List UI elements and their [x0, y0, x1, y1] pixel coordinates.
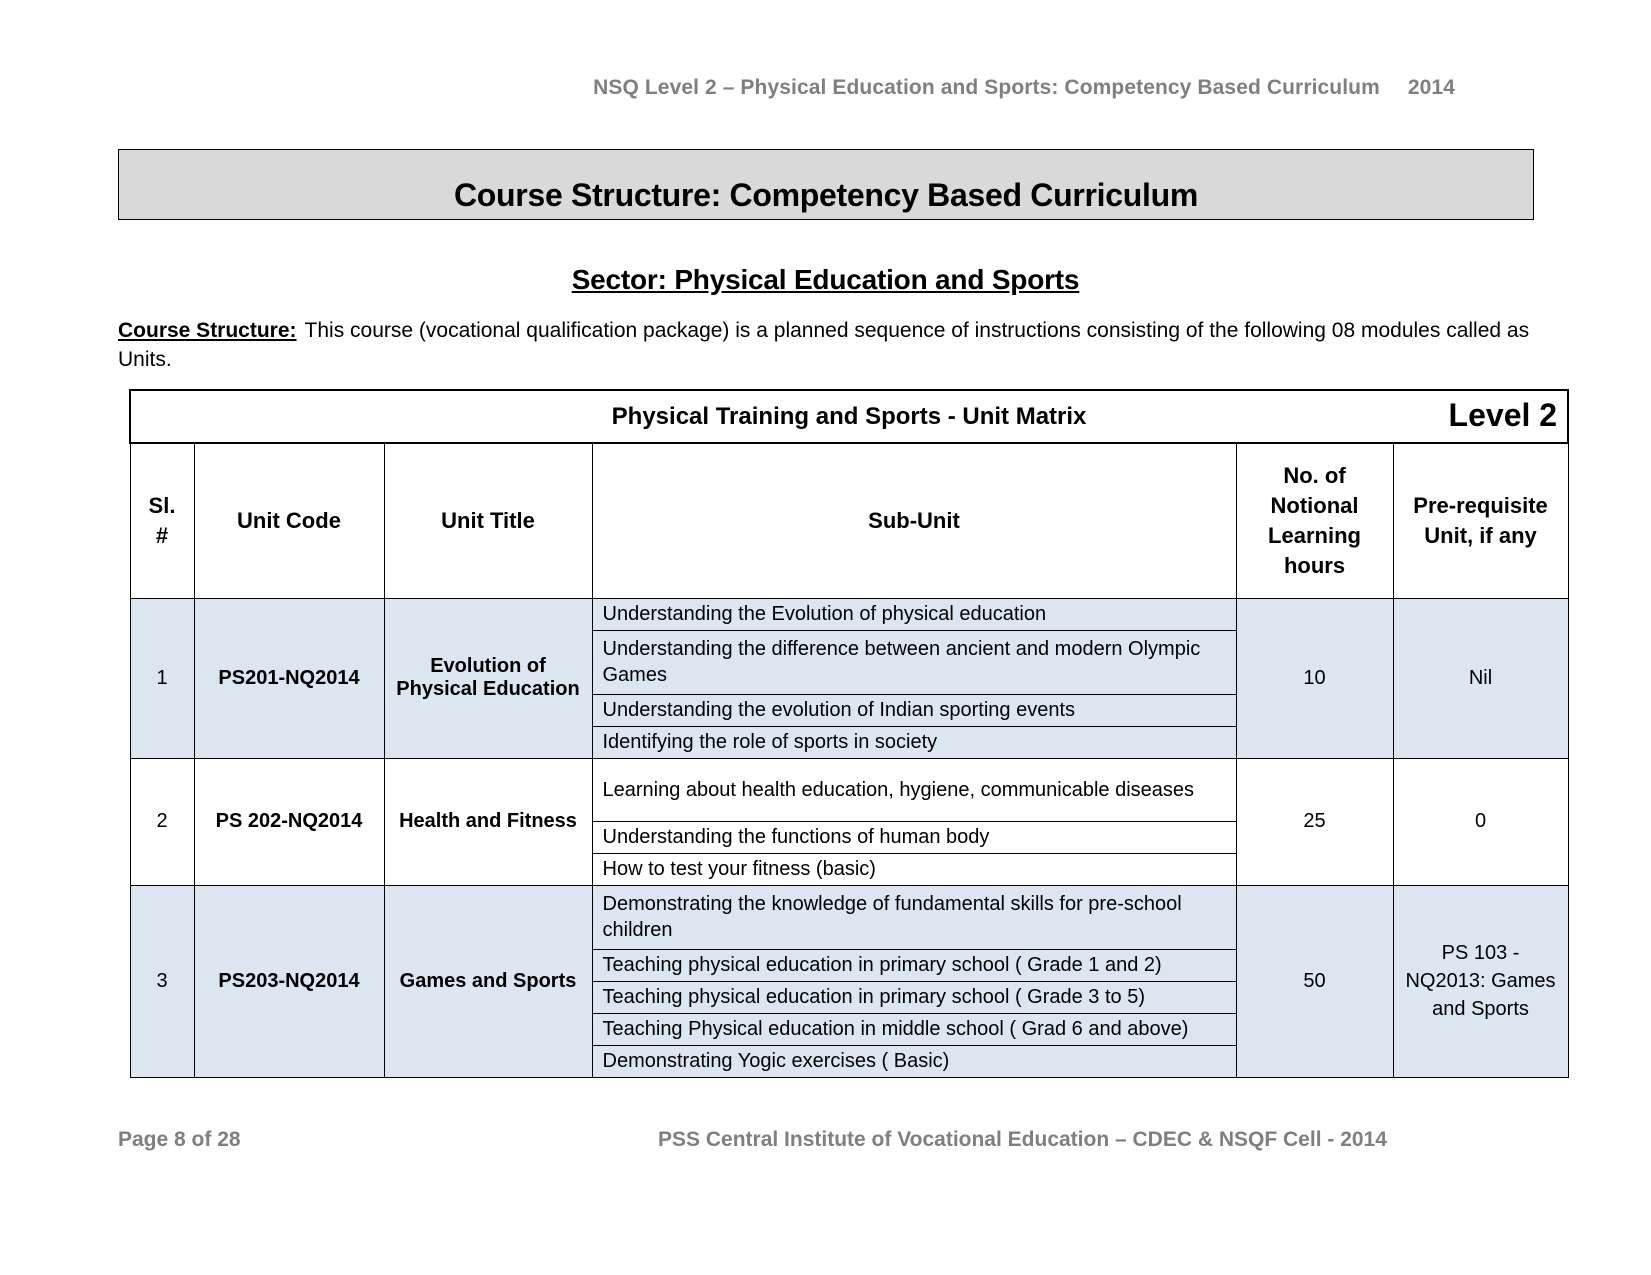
- matrix-title: Physical Training and Sports - Unit Matrix: [611, 402, 1087, 430]
- col-header-unit-code: Unit Code: [194, 443, 384, 598]
- cell-sub-unit: Teaching Physical education in middle school ( Grad 6 and above): [592, 1013, 1236, 1045]
- cell-unit-code: PS201-NQ2014: [194, 598, 384, 758]
- cell-unit-title: Health and Fitness: [384, 758, 592, 885]
- cell-sub-unit: How to test your fitness (basic): [592, 853, 1236, 885]
- matrix-level: Level 2: [1448, 397, 1558, 433]
- intro-text: This course (vocational qualification package) is a planned sequence of instructions consisting of the following 08 modules called as Units.: [118, 319, 1530, 371]
- col-header-unit-title: Unit Title: [384, 443, 592, 598]
- cell-hours: 50: [1236, 885, 1393, 1077]
- table-row: [130, 885, 1568, 949]
- matrix-title-row: [130, 390, 1568, 443]
- cell-sub-unit: Teaching physical education in primary school ( Grade 3 to 5): [592, 981, 1236, 1013]
- cell-sub-unit: Understanding the functions of human body: [592, 821, 1236, 853]
- cell-unit-title: Evolution of Physical Education: [384, 598, 592, 758]
- footer-institute: PSS Central Institute of Vocational Education – CDEC & NSQF Cell - 2014: [658, 1128, 1387, 1151]
- col-header-prereq: Pre-requisite Unit, if any: [1393, 443, 1568, 598]
- header-year: 2014: [1407, 76, 1455, 99]
- cell-sub-unit: Understanding the evolution of Indian sporting events: [592, 694, 1236, 726]
- page-number: Page 8 of 28: [118, 1128, 241, 1151]
- cell-unit-code: PS 202-NQ2014: [194, 758, 384, 885]
- cell-sub-unit: Demonstrating Yogic exercises ( Basic): [592, 1045, 1236, 1077]
- page-title: Course Structure: Competency Based Curriculum: [453, 177, 1198, 213]
- cell-hours: 10: [1236, 598, 1393, 758]
- header-text: NSQ Level 2 – Physical Education and Sports: Competency Based Curriculum: [593, 76, 1380, 99]
- cell-sl: 3: [130, 885, 194, 1077]
- cell-prereq: PS 103 - NQ2013: Games and Sports: [1393, 885, 1568, 1077]
- cell-sub-unit: Learning about health education, hygiene, communicable diseases: [592, 758, 1236, 821]
- col-header-sl: Sl. #: [130, 443, 194, 598]
- title-box: [118, 149, 1534, 220]
- cell-sub-unit: Demonstrating the knowledge of fundamental skills for pre-school children: [592, 885, 1236, 949]
- cell-sl: 2: [130, 758, 194, 885]
- cell-unit-title: Games and Sports: [384, 885, 592, 1077]
- unit-matrix-table: [129, 389, 1569, 1078]
- col-header-sub-unit: Sub-Unit: [592, 443, 1236, 598]
- cell-sub-unit: Identifying the role of sports in society: [592, 726, 1236, 758]
- table-row: [130, 758, 1568, 821]
- cell-sub-unit: Understanding the Evolution of physical education: [592, 598, 1236, 630]
- cell-sl: 1: [130, 598, 194, 758]
- cell-prereq: Nil: [1393, 598, 1568, 758]
- intro-lead: Course Structure:: [118, 319, 297, 342]
- cell-prereq: 0: [1393, 758, 1568, 885]
- sector-heading: Sector: Physical Education and Sports: [571, 264, 1080, 295]
- table-row: [130, 598, 1568, 630]
- intro-paragraph: [118, 316, 1538, 374]
- col-header-hours: No. of Notional Learning hours: [1236, 443, 1393, 598]
- cell-unit-code: PS203-NQ2014: [194, 885, 384, 1077]
- running-header: [593, 76, 1455, 100]
- table-header-row: [130, 443, 1568, 598]
- cell-sub-unit: Understanding the difference between ancient and modern Olympic Games: [592, 630, 1236, 694]
- cell-sub-unit: Teaching physical education in primary school ( Grade 1 and 2): [592, 949, 1236, 981]
- cell-hours: 25: [1236, 758, 1393, 885]
- matrix-title-cell: [130, 390, 1568, 443]
